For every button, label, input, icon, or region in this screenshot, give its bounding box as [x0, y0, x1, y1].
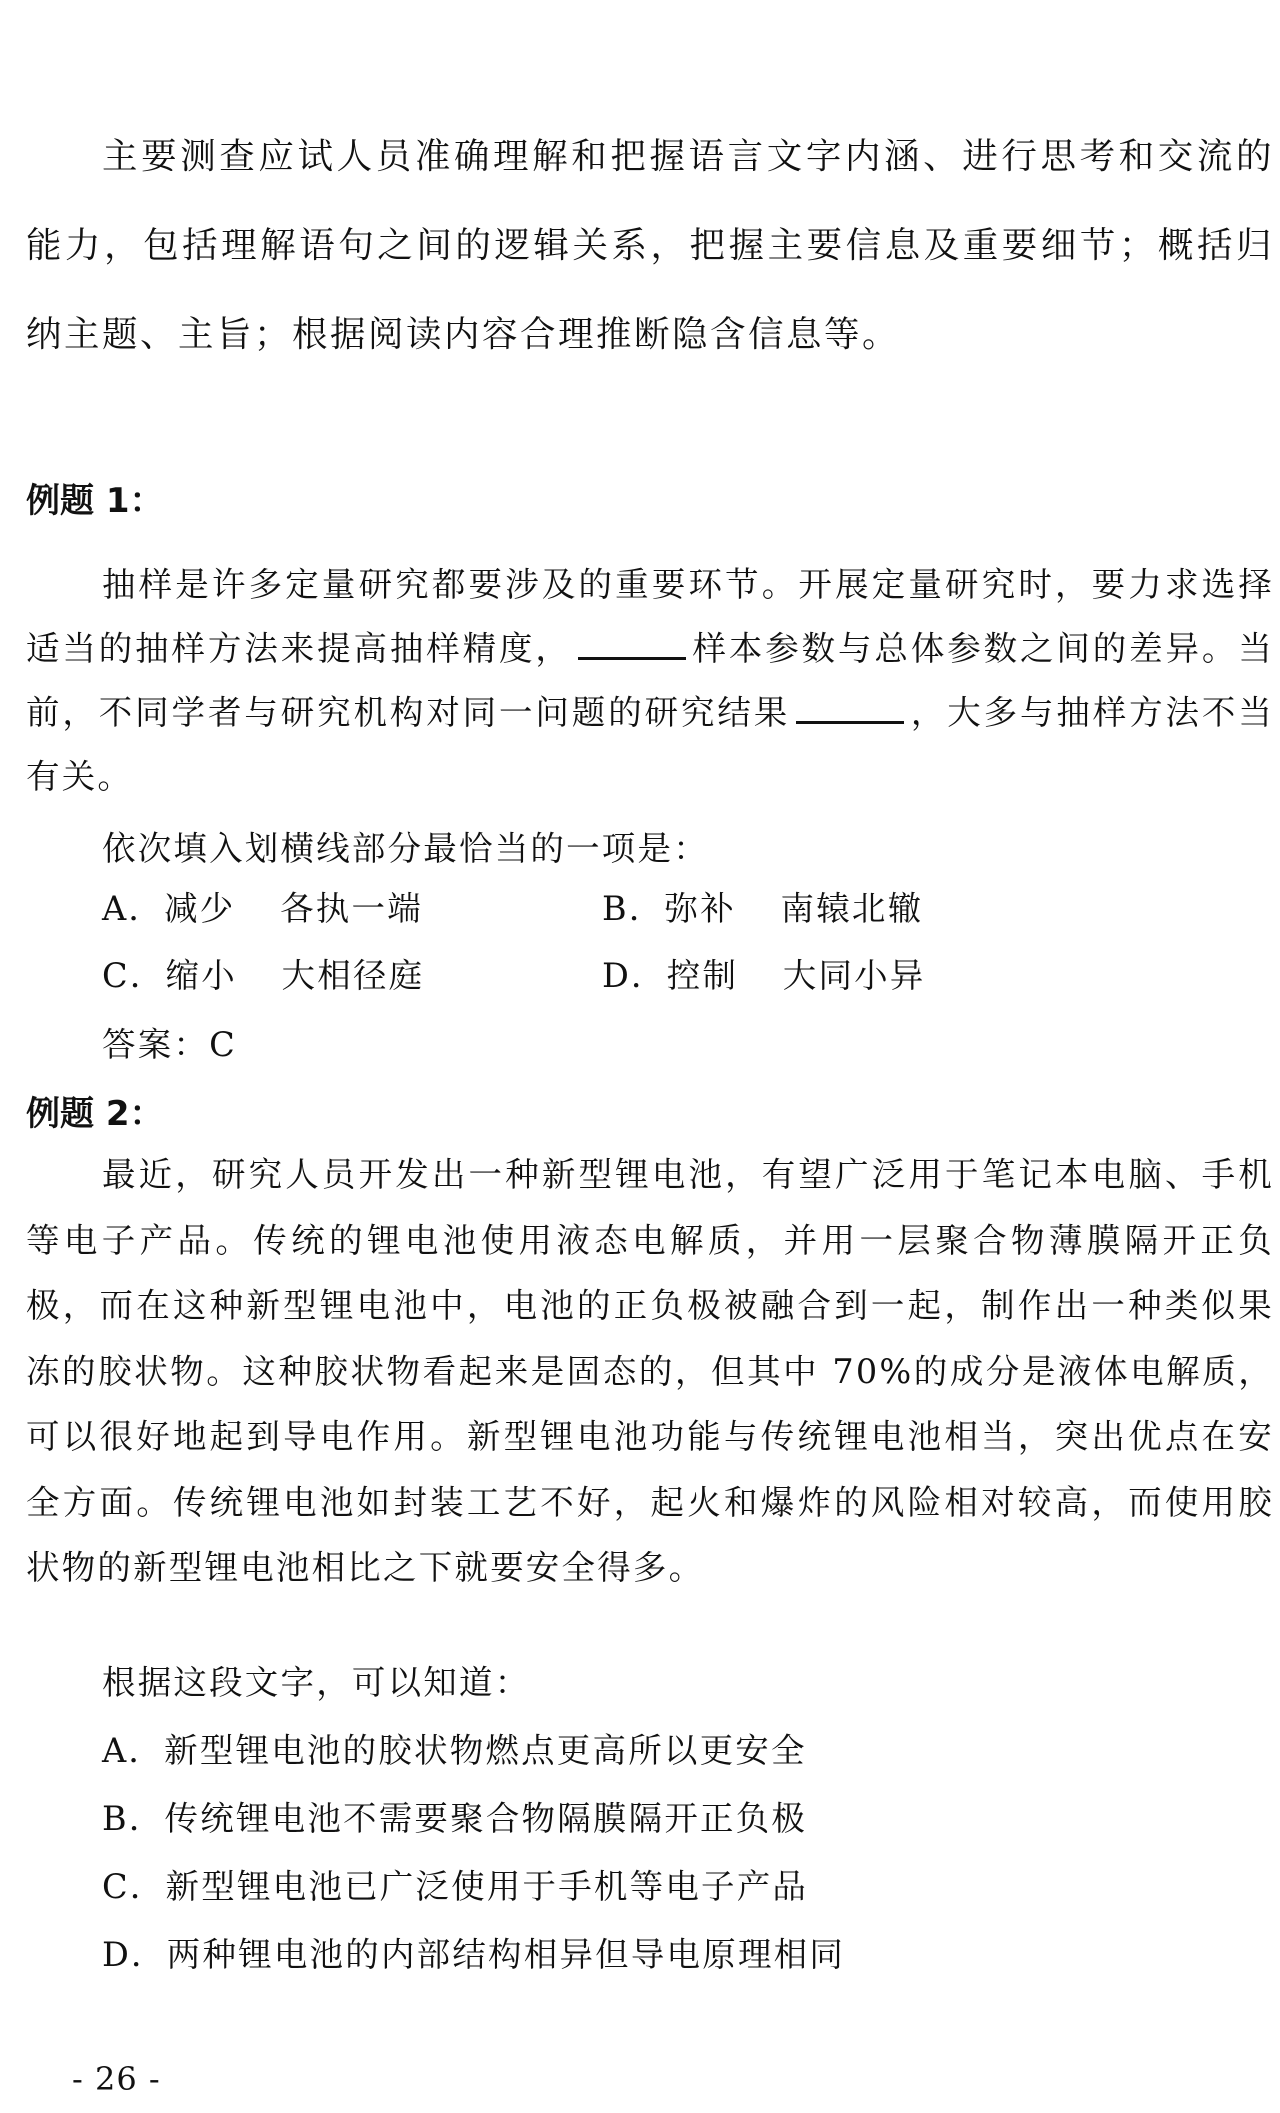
intro-paragraph: 主要测查应试人员准确理解和把握语言文字内涵、进行思考和交流的能力，包括理解语句之间的逻辑关系，把握主要信息及重要细节；概括归纳主题、主旨；根据阅读内容合理推断隐含信息等。 — [26, 136, 1274, 355]
example-2-question: 根据这段文字，可以知道： — [102, 1663, 531, 1702]
example-1-passage-part1: 抽样是许多定量研究都要涉及的重要环节。开展定量研究时，要力求选择适当的抽样方法来提高抽样精度， — [26, 565, 1274, 668]
option-word2: 大相径庭 — [281, 956, 425, 995]
example-2-passage: 最近，研究人员开发出一种新型锂电池，有望广泛用于笔记本电脑、手机等电子产品。传统的锂电池使用液态电解质，并用一层聚合物薄膜隔开正负极，而在这种新型锂电池中，电池的正负极被融合到一起，制作出一种类似果冻的胶状物。这种胶状物看起来是固态的，但其中 70%的成分是液体电解质，可以很好地起到导电作用。新型锂电池功能与传统锂电池相当，突出优点在安全方面。传统锂电池如封装工艺不好，起火和爆炸的风险相对较高，而使用胶状物的新型锂电池相比之下就要安全得多。 — [26, 1155, 1274, 1587]
example-1-option-c — [102, 953, 424, 999]
option-word2: 各执一端 — [280, 889, 423, 928]
option-word1: 缩小 — [165, 956, 237, 995]
option-letter: C． — [102, 956, 166, 995]
example-2-option-c: C．新型锂电池已广泛使用于手机等电子产品 — [102, 1867, 809, 1906]
fill-blank-2 — [796, 695, 904, 724]
example-1-heading: 例题 1： — [26, 481, 164, 521]
option-word1: 控制 — [666, 956, 739, 995]
example-2-option-d: D．两种锂电池的内部结构相异但导电原理相同 — [102, 1935, 846, 1974]
option-letter: D． — [602, 956, 667, 995]
option-letter: B． — [602, 889, 665, 928]
option-word2: 大同小异 — [782, 956, 926, 995]
option-letter: A． — [102, 889, 165, 928]
example-1-option-d — [602, 953, 926, 999]
page-number: - 26 - — [72, 2060, 161, 2098]
fill-blank-1 — [578, 631, 686, 660]
example-1-option-b — [602, 886, 923, 932]
example-2-option-b: B．传统锂电池不需要聚合物隔膜隔开正负极 — [102, 1799, 808, 1838]
example-1-option-a — [102, 886, 423, 932]
option-word2: 南辕北辙 — [780, 889, 924, 928]
example-1-passage — [26, 553, 1274, 809]
example-2-heading: 例题 2： — [26, 1094, 164, 1134]
example-1-question: 依次填入划横线部分最恰当的一项是： — [102, 829, 709, 868]
example-2-option-a: A．新型锂电池的胶状物燃点更高所以更安全 — [102, 1731, 807, 1770]
example-1-passage-part3: ，大多与抽样方法不当有关。 — [26, 693, 1275, 796]
example-1-passage-part2: 样本参数与总体参数之间的差异。当前，不同学者与研究机构对同一问题的研究结果 — [26, 629, 1275, 732]
option-word1: 弥补 — [664, 889, 736, 928]
example-1-answer: 答案：C — [102, 1025, 237, 1064]
option-word1: 减少 — [164, 889, 236, 928]
